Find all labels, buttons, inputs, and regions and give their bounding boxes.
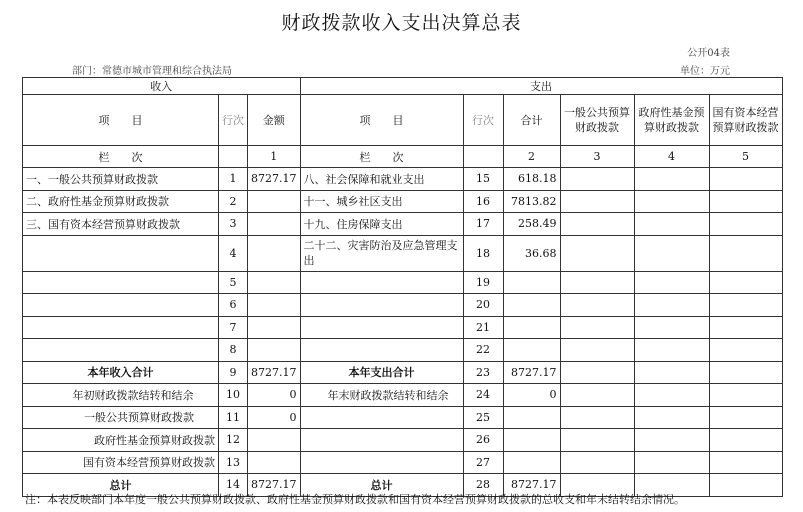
table-row [23,316,783,339]
state-capital-value [709,316,782,339]
income-item: 一般公共预算财政拨款 [23,406,219,429]
income-line: 12 [219,429,248,452]
income-line: 7 [219,316,248,339]
expense-item-header: 项 目 [300,95,463,146]
fund-budget-value [634,406,709,429]
expense-total: 7813.82 [503,190,560,213]
income-line-header: 行次 [219,95,248,146]
expense-total: 8727.17 [503,474,560,497]
general-budget-value [560,190,634,213]
expense-line: 26 [463,429,503,452]
income-item: 一、一般公共预算财政拨款 [23,168,219,191]
state-capital-value [709,451,782,474]
income-item: 三、国有资本经营预算财政拨款 [23,213,219,236]
income-item-header: 项 目 [23,95,219,146]
form-number: 公开04表 [687,48,730,59]
header-row-2 [23,95,783,146]
income-amount [248,294,301,317]
income-amount: 0 [248,384,301,407]
state-capital-value [709,294,782,317]
expense-item: 八、社会保障和就业支出 [300,168,463,191]
col-index-3: 3 [560,146,634,168]
general-budget-value [560,361,634,384]
col-index-1: 1 [248,146,301,168]
table-row [23,384,783,407]
income-line: 8 [219,339,248,362]
expense-line: 22 [463,339,503,362]
income-line: 4 [219,235,248,271]
expense-header: 支出 [300,78,782,95]
income-item: 总计 [23,474,219,497]
state-capital-value [709,271,782,294]
col-index-2: 2 [503,146,560,168]
expense-total [503,316,560,339]
general-budget-value [560,406,634,429]
income-line: 2 [219,190,248,213]
income-amount: 8727.17 [248,168,301,191]
expense-item: 十九、住房保障支出 [300,213,463,236]
fund-budget-value [634,294,709,317]
table-row [23,271,783,294]
table-row [23,451,783,474]
income-item: 政府性基金预算财政拨款 [23,429,219,452]
table-row [23,361,783,384]
expense-line: 27 [463,451,503,474]
income-item [23,316,219,339]
expense-item: 二十二、灾害防治及应急管理支出 [300,235,463,271]
expense-total [503,429,560,452]
state-capital-value [709,213,782,236]
income-amount [248,190,301,213]
table-row [23,406,783,429]
general-budget-value [560,339,634,362]
income-header: 收入 [23,78,301,95]
header-row-1 [23,78,783,95]
income-line: 5 [219,271,248,294]
expense-line: 24 [463,384,503,407]
income-amount [248,213,301,236]
table-row [23,294,783,317]
expense-item [300,406,463,429]
income-amount [248,316,301,339]
general-budget-header: 一般公共预算财政拨款 [560,95,634,146]
expense-item [300,429,463,452]
income-amount [248,451,301,474]
state-capital-value [709,235,782,271]
income-amount: 8727.17 [248,474,301,497]
income-item [23,294,219,317]
state-capital-value [709,339,782,362]
col-index-4: 4 [634,146,709,168]
general-budget-value [560,384,634,407]
expense-total: 0 [503,384,560,407]
expense-item [300,339,463,362]
income-line: 13 [219,451,248,474]
income-line: 11 [219,406,248,429]
state-capital-value [709,429,782,452]
fund-budget-value [634,271,709,294]
fund-budget-value [634,451,709,474]
column-index-row [23,146,783,168]
expense-line: 18 [463,235,503,271]
expense-total-header: 合计 [503,95,560,146]
income-line: 14 [219,474,248,497]
general-budget-value [560,213,634,236]
general-budget-value [560,294,634,317]
table-row [23,213,783,236]
income-item: 本年收入合计 [23,361,219,384]
report-title: 财政拨款收入支出决算总表 [281,12,522,34]
table-row [23,339,783,362]
fund-budget-value [634,361,709,384]
fund-budget-value [634,339,709,362]
income-item [23,339,219,362]
income-amount [248,235,301,271]
expense-total [503,406,560,429]
expense-total [503,339,560,362]
expense-item: 本年支出合计 [300,361,463,384]
general-budget-value [560,235,634,271]
table-row [23,168,783,191]
fund-budget-header: 政府性基金预算财政拨款 [634,95,709,146]
expense-line-header: 行次 [463,95,503,146]
income-item [23,235,219,271]
income-amount [248,271,301,294]
fund-budget-value [634,316,709,339]
fund-budget-value [634,429,709,452]
expense-total: 618.18 [503,168,560,191]
expense-line: 19 [463,271,503,294]
report-table [22,77,783,497]
table-row [23,190,783,213]
fund-budget-value [634,384,709,407]
state-capital-value [709,361,782,384]
fund-budget-value [634,235,709,271]
income-item: 二、政府性基金预算财政拨款 [23,190,219,213]
expense-total [503,451,560,474]
state-capital-value [709,406,782,429]
income-line: 1 [219,168,248,191]
income-line: 3 [219,213,248,236]
income-amount [248,429,301,452]
department-label: 部门：常德市城市管理和综合执法局 [72,66,232,77]
income-amount-header: 金额 [248,95,301,146]
expense-line: 20 [463,294,503,317]
expense-total [503,294,560,317]
income-line: 6 [219,294,248,317]
expense-item: 总计 [300,474,463,497]
table-row [23,429,783,452]
expense-line: 21 [463,316,503,339]
state-capital-value [709,474,782,497]
income-item [23,271,219,294]
table-row [23,235,783,271]
expense-line: 25 [463,406,503,429]
income-col-label: 栏 次 [23,146,219,168]
expense-line: 23 [463,361,503,384]
income-amount: 0 [248,406,301,429]
expense-item [300,294,463,317]
general-budget-value [560,271,634,294]
expense-item [300,316,463,339]
expense-total [503,271,560,294]
income-item: 年初财政拨款结转和结余 [23,384,219,407]
fund-budget-value [634,190,709,213]
expense-item [300,271,463,294]
general-budget-value [560,316,634,339]
expense-line: 15 [463,168,503,191]
fund-budget-value [634,213,709,236]
general-budget-value [560,451,634,474]
general-budget-value [560,429,634,452]
footnote: 注：本表反映部门本年度一般公共预算财政拨款、政府性基金预算财政拨款和国有资本经营预算财政拨款的总收支和年末结转结余情况。 [25,493,685,506]
income-line: 10 [219,384,248,407]
income-item: 国有资本经营预算财政拨款 [23,451,219,474]
state-capital-value [709,190,782,213]
income-amount [248,339,301,362]
expense-col-label: 栏 次 [300,146,463,168]
expense-total: 258.49 [503,213,560,236]
expense-item [300,451,463,474]
expense-item: 年末财政拨款结转和结余 [300,384,463,407]
income-line: 9 [219,361,248,384]
general-budget-value [560,168,634,191]
unit-label: 单位：万元 [680,66,730,77]
expense-line: 16 [463,190,503,213]
fund-budget-value [634,168,709,191]
expense-total: 8727.17 [503,361,560,384]
expense-total: 36.68 [503,235,560,271]
expense-item: 十一、城乡社区支出 [300,190,463,213]
income-amount: 8727.17 [248,361,301,384]
expense-line: 17 [463,213,503,236]
state-capital-header: 国有资本经营预算财政拨款 [709,95,782,146]
state-capital-value [709,384,782,407]
col-index-5: 5 [709,146,782,168]
state-capital-value [709,168,782,191]
expense-line: 28 [463,474,503,497]
